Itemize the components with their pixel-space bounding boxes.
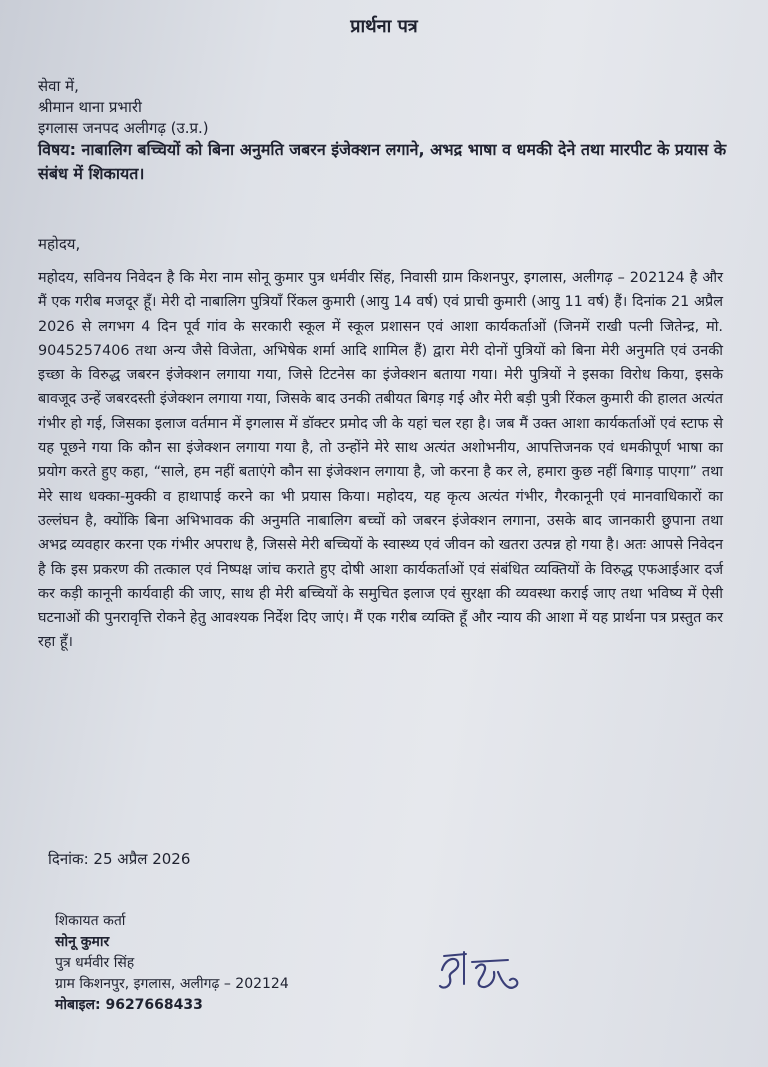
complainant-father: पुत्र धर्मवीर सिंह xyxy=(55,955,135,971)
complainant-name: सोनू कुमार xyxy=(55,934,110,950)
complainant-label: शिकायत कर्ता xyxy=(55,913,126,929)
letter-title: प्रार्थना पत्र xyxy=(350,16,418,37)
complainant-block xyxy=(55,911,289,1016)
salutation: महोदय, xyxy=(38,235,81,253)
address-line: इगलास जनपद अलीगढ़ (उ.प्र.) xyxy=(38,119,209,137)
complainant-address: ग्राम किशनपुर, इगलास, अलीगढ़ – 202124 xyxy=(55,976,289,992)
handwritten-signature xyxy=(436,942,526,1002)
letter-date: दिनांक: 25 अप्रैल 2026 xyxy=(48,850,191,868)
recipient-address xyxy=(38,76,209,139)
letter-body: महोदय, सविनय निवेदन है कि मेरा नाम सोनू कुमार पुत्र धर्मवीर सिंह, निवासी ग्राम किशनपुर, इगलास, अलीगढ़ – 202124 है और मैं एक गरीब मजदूर हूँ। मेरी दो नाबालिग पुत्रियाँ रिंकल कुमारी (आयु 14 वर्ष) एवं प्राची कुमारी (आयु 11 वर्ष) हैं। दिनांक 21 अप्रैल 2026 से लगभग 4 दिन पूर्व गांव के सरकारी स्कूल में स्कूल प्रशासन एवं आशा कार्यकर्ताओं (जिनमें राखी पत्नी जितेन्द्र, मो. 9045257406 तथा अन्य जैसे विजेता, अभिषेक शर्मा आदि शामिल हैं) द्वारा मेरी दोनों पुत्रियों को बिना मेरी अनुमति एवं उनकी इच्छा के विरुद्ध जबरन इंजेक्शन लगाया गया, जिसे टिटनेस का इंजेक्शन बताया गया। मेरी पुत्रियों ने इसका विरोध किया, इसके बावजूद उन्हें जबरदस्ती इंजेक्शन लगाया गया, जिसके बाद उनकी तबीयत बिगड़ गई और मेरी बड़ी पुत्री रिंकल कुमारी की हालत अत्यंत गंभीर हो गई, जिसका इलाज वर्तमान में इगलास में डॉक्टर प्रमोद जी के यहां चल रहा है। जब मैं उक्त आशा कार्यकर्ताओं एवं स्टाफ से यह पूछने गया कि कौन सा इंजेक्शन लगाया गया है, तो उन्होंने मेरे साथ अत्यंत अशोभनीय, आपत्तिजनक एवं धमकीपूर्ण भाषा का प्रयोग करते हुए कहा, “साले, हम नहीं बताएंगे कौन सा इंजेक्शन लगाया है, जो करना है कर ले, हमारा कुछ नहीं बिगाड़ पाएगा” तथा मेरे साथ धक्का-मुक्की व हाथापाई करने का भी प्रयास किया। महोदय, यह कृत्य अत्यंत गंभीर, गैरकानूनी एवं मानवाधिकारों का उल्लंघन है, क्योंकि बिना अभिभावक की अनुमति नाबालिग बच्चों को जबरन इंजेक्शन लगाना, उसके बाद जानकारी छुपाना तथा अभद्र व्यवहार करना एक गंभीर अपराध है, जिससे मेरी बच्चियों के स्वास्थ्य एवं जीवन को खतरा उत्पन्न हो गया है। अतः आपसे निवेदन है कि इस प्रकरण की तत्काल एवं निष्पक्ष जांच कराते हुए दोषी आशा कार्यकर्ताओं एवं संबंधित व्यक्तियों के विरुद्ध एफआईआर दर्ज कर कड़ी कानूनी कार्यवाही की जाए, साथ ही मेरी बच्चियों के समुचित इलाज एवं सुरक्षा की व्यवस्था कराई जाए तथा भविष्य में ऐसी घटनाओं की पुनरावृत्ति रोकने हेतु आवश्यक निर्देश दिए जाएं। मैं एक गरीब व्यक्ति हूँ और न्याय की आशा में यह प्रार्थना पत्र प्रस्तुत कर रहा हूँ। xyxy=(38,270,723,651)
complainant-mobile: मोबाइल: 9627668433 xyxy=(55,997,203,1013)
letter-subject: विषय: नाबालिग बच्चियों को बिना अनुमति जबरन इंजेक्शन लगाने, अभद्र भाषा व धमकी देने तथा मारपीट के प्रयास के संबंध में शिकायत। xyxy=(38,140,727,183)
address-line: सेवा में, xyxy=(38,77,79,95)
address-line: श्रीमान थाना प्रभारी xyxy=(38,98,142,116)
